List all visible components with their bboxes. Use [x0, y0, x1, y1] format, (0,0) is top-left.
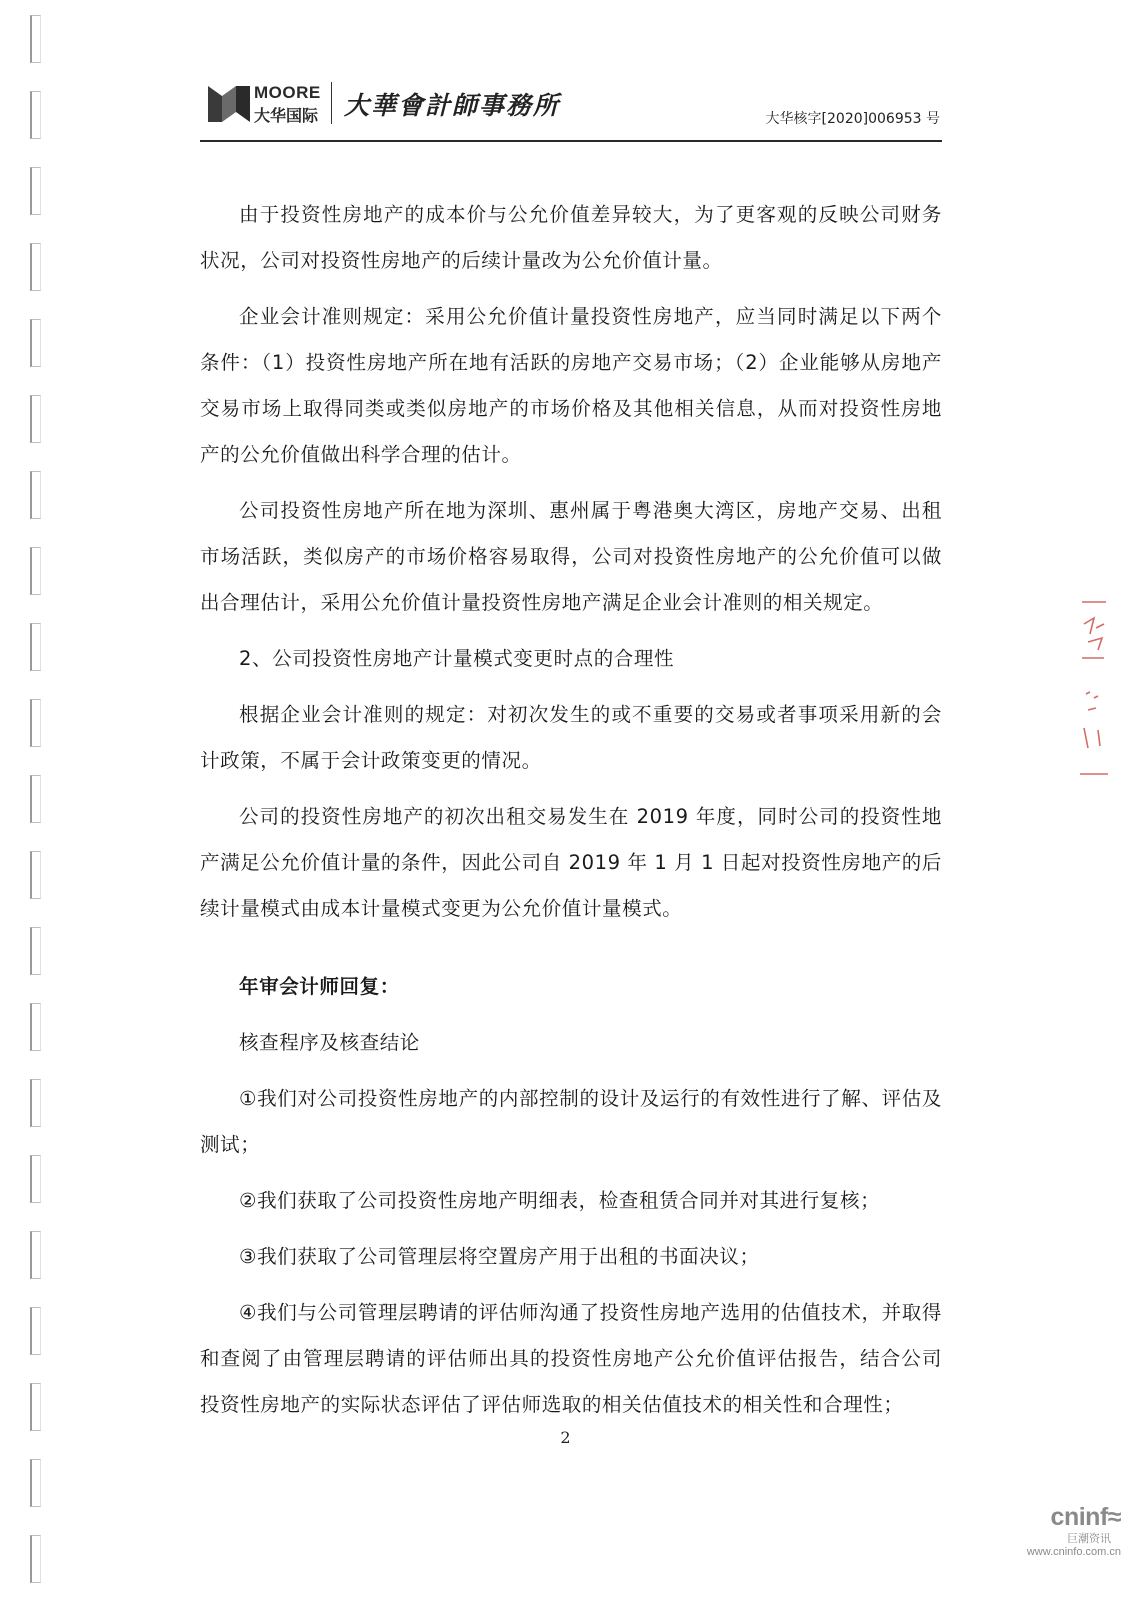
paragraph: 由于投资性房地产的成本价与公允价值差异较大，为了更客观的反映公司财务状况，公司对投资性房地产的后续计量改为公允价值计量。	[200, 203, 942, 272]
cninfo-brand: cninf≈	[1050, 1503, 1121, 1531]
paragraph: 企业会计准则规定：采用公允价值计量投资性房地产，应当同时满足以下两个条件：（1）投资性房地产所在地有活跃的房地产交易市场；（2）企业能够从房地产交易市场上取得同类或类似房地产的市场价格及其他相关信息，从而对投资性房地产的公允价值做出科学合理的估计。	[200, 305, 942, 466]
binding-mark	[30, 91, 41, 139]
binding-mark	[30, 243, 41, 291]
binding-mark	[30, 1231, 41, 1279]
moore-logo-icon	[208, 82, 250, 122]
firm-name: 大華會計師事務所	[344, 91, 561, 120]
binding-mark	[30, 395, 41, 443]
binding-marks	[30, 15, 44, 1595]
binding-mark	[30, 1307, 41, 1355]
procedure-item: ④我们与公司管理层聘请的评估师沟通了投资性房地产选用的估值技术，并取得和查阅了由管理层聘请的评估师出具的投资性房地产公允价值评估报告，结合公司投资性房地产的实际状态评估了评估师选取的相关估值技术的相关性和合理性；	[200, 1301, 942, 1416]
seal-stamp-fragment	[1076, 598, 1110, 778]
procedure-item: ③我们获取了公司管理层将空置房产用于出租的书面决议；	[239, 1245, 760, 1268]
paragraph: 根据企业会计准则的规定：对初次发生的或不重要的交易或者事项采用新的会计政策，不属于会计政策变更的情况。	[200, 703, 942, 772]
logo-text-cn: 大华国际	[254, 106, 319, 125]
binding-mark	[30, 547, 41, 595]
paragraph: 公司的投资性房地产的初次出租交易发生在 2019 年度，同时公司的投资性地产满足公允价值计量的条件，因此公司自 2019 年 1 月 1 日起对投资性房地产的后续计量模式由成本计量模式变更为公允价值计量模式。	[200, 805, 942, 920]
cninfo-url: www.cninfo.com.cn	[1026, 1546, 1121, 1558]
page-number: 2	[560, 1428, 571, 1447]
reference-number: 大华核字[2020]006953 号	[765, 111, 940, 127]
binding-mark	[30, 471, 41, 519]
binding-mark	[30, 1003, 41, 1051]
binding-mark	[30, 699, 41, 747]
auditor-reply-heading: 年审会计师回复：	[239, 975, 400, 998]
cninfo-swirl-icon: ≈	[1107, 1503, 1121, 1531]
document-body	[200, 192, 942, 1438]
procedures-subheading: 核查程序及核查结论	[239, 1031, 420, 1054]
cninfo-watermark	[1001, 1503, 1121, 1593]
logo-divider	[331, 82, 332, 124]
binding-mark	[30, 15, 41, 63]
procedure-item: ①我们对公司投资性房地产的内部控制的设计及运行的有效性进行了解、评估及测试；	[200, 1087, 942, 1156]
header-rule	[200, 140, 942, 142]
binding-mark	[30, 1535, 41, 1583]
cninfo-brand-cn: 巨潮资讯	[1067, 1532, 1111, 1545]
logo-text-en: MOORE	[254, 83, 321, 102]
binding-mark	[30, 1459, 41, 1507]
binding-mark	[30, 1383, 41, 1431]
binding-mark	[30, 623, 41, 671]
binding-mark	[30, 1155, 41, 1203]
binding-mark	[30, 319, 41, 367]
page-header	[200, 78, 960, 144]
binding-mark	[30, 1079, 41, 1127]
binding-mark	[30, 927, 41, 975]
binding-mark	[30, 167, 41, 215]
section-subtitle: 2、公司投资性房地产计量模式变更时点的合理性	[239, 647, 675, 670]
binding-mark	[30, 851, 41, 899]
procedure-item: ②我们获取了公司投资性房地产明细表，检查租赁合同并对其进行复核；	[239, 1189, 881, 1212]
binding-mark	[30, 775, 41, 823]
paragraph: 公司投资性房地产所在地为深圳、惠州属于粤港奥大湾区，房地产交易、出租市场活跃，类似房产的市场价格容易取得，公司对投资性房地产的公允价值可以做出合理估计，采用公允价值计量投资性房地产满足企业会计准则的相关规定。	[200, 499, 942, 614]
